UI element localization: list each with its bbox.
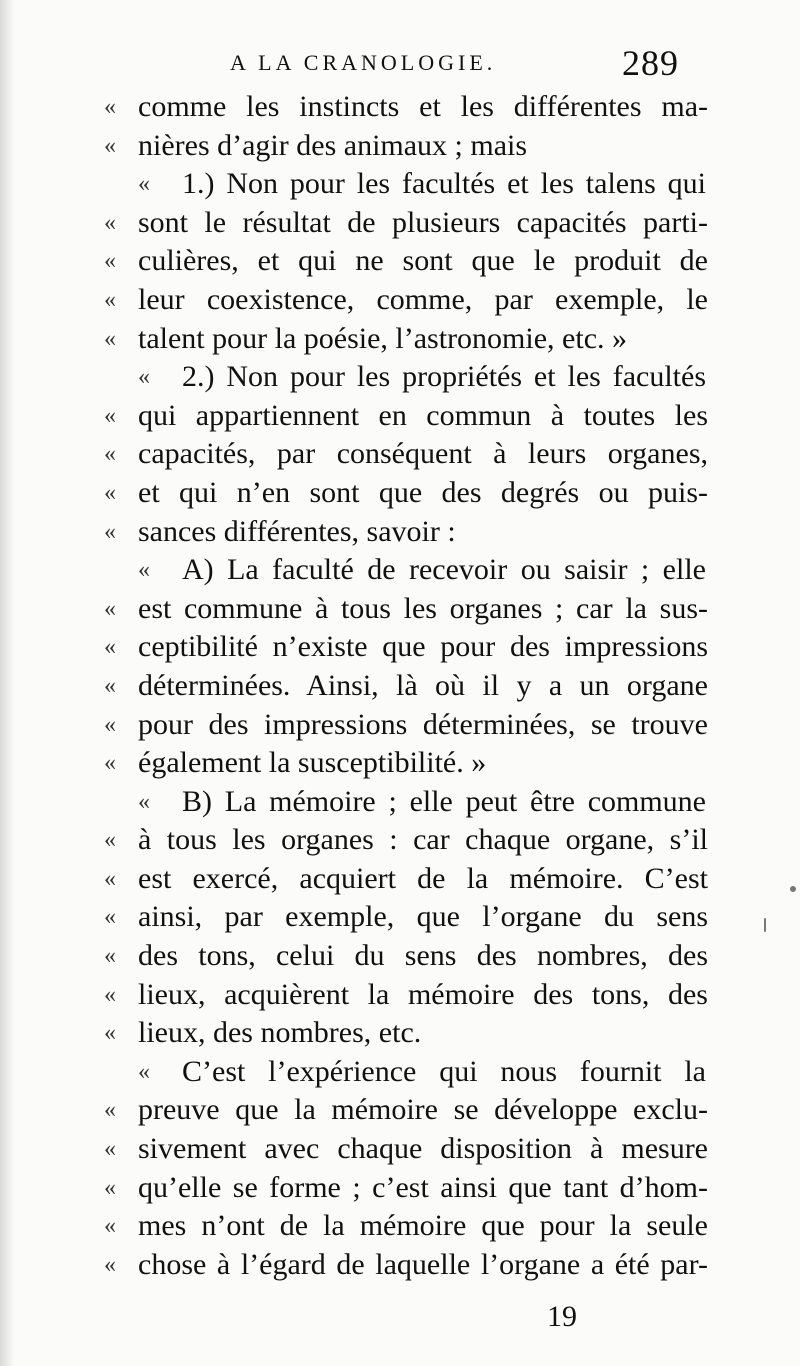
- line-text: et qui n’en sont que des degrés ou puis-: [138, 475, 708, 509]
- line-text: sivement avec chaque disposition à mesure: [138, 1132, 708, 1166]
- quote-mark: «: [104, 518, 116, 545]
- text-line: [0, 898, 800, 937]
- line-text: talent pour la poésie, l’astronomie, etc. »: [138, 321, 628, 355]
- line-text: qu’elle se forme ; c’est ainsi que tant d’hom-: [138, 1170, 708, 1204]
- text-line: [0, 1053, 800, 1092]
- text-line: [0, 1169, 800, 1208]
- quote-mark: «: [138, 788, 150, 815]
- line-text: leur coexistence, comme, par exemple, le: [138, 282, 708, 316]
- text-line: [0, 435, 800, 474]
- line-text: sances différentes, savoir :: [138, 514, 456, 548]
- line-text: qui appartiennent en commun à toutes les: [138, 398, 708, 432]
- text-line: [0, 474, 800, 513]
- line-text: C’est l’expérience qui nous fournit la: [182, 1054, 706, 1088]
- text-line: [0, 860, 800, 899]
- quote-mark: «: [104, 402, 116, 429]
- line-text: ainsi, par exemple, que l’organe du sens: [138, 900, 708, 934]
- line-text: culières, et qui ne sont que le produit de: [138, 244, 708, 278]
- text-line: [0, 281, 800, 320]
- text-line: [0, 706, 800, 745]
- page-header: [0, 43, 800, 90]
- quote-mark: «: [104, 904, 116, 931]
- line-text: déterminées. Ainsi, là où il y a un organe: [138, 668, 708, 702]
- text-line: [0, 242, 800, 281]
- line-text: capacités, par conséquent à leurs organes,: [138, 437, 708, 471]
- text-line: [0, 127, 800, 166]
- line-text: A) La faculté de recevoir ou saisir ; elle: [182, 553, 706, 587]
- quote-mark: «: [138, 557, 150, 584]
- quote-mark: «: [104, 672, 116, 699]
- line-text: nières d’agir des animaux ; mais: [138, 128, 528, 162]
- quote-mark: «: [138, 171, 150, 198]
- text-body: [0, 88, 800, 1284]
- quote-mark: «: [104, 981, 116, 1008]
- quote-mark: «: [104, 595, 116, 622]
- line-text: est commune à tous les organes ; car la sus-: [138, 591, 708, 625]
- quote-mark: «: [104, 943, 116, 970]
- text-line: [0, 976, 800, 1015]
- text-line: [0, 551, 800, 590]
- page-number: 289: [622, 43, 679, 83]
- quote-mark: «: [104, 325, 116, 352]
- quote-mark: «: [104, 1174, 116, 1201]
- quote-mark: «: [104, 1251, 116, 1278]
- text-line: [0, 937, 800, 976]
- quote-mark: «: [104, 1020, 116, 1047]
- quote-mark: «: [104, 1213, 116, 1240]
- line-text: lieux, acquièrent la mémoire des tons, des: [138, 977, 708, 1011]
- quote-mark: «: [104, 209, 116, 236]
- line-text: preuve que la mémoire se développe exclu-: [138, 1093, 708, 1127]
- text-line: [0, 1246, 800, 1285]
- text-line: [0, 397, 800, 436]
- line-text: comme les instincts et les différentes ma-: [138, 90, 708, 123]
- text-line: [0, 744, 800, 783]
- quote-mark: «: [104, 132, 116, 159]
- line-text: pour des impressions déterminées, se trouve: [138, 707, 708, 741]
- quote-mark: «: [138, 1058, 150, 1085]
- ink-speck: [790, 886, 796, 892]
- line-text: ceptibilité n’existe que pour des impressions: [138, 630, 708, 664]
- line-text: chose à l’égard de laquelle l’organe a été par-: [138, 1247, 708, 1281]
- quote-mark: «: [104, 286, 116, 313]
- text-line: [0, 783, 800, 822]
- text-line: [0, 667, 800, 706]
- quote-mark: «: [104, 441, 116, 468]
- text-line: [0, 204, 800, 243]
- quote-mark: «: [104, 479, 116, 506]
- quote-mark: «: [104, 94, 116, 120]
- quote-mark: «: [138, 364, 150, 391]
- signature-mark: 19: [547, 1300, 577, 1333]
- text-line: [0, 590, 800, 629]
- line-text: 2.) Non pour les propriétés et les facultés: [182, 360, 706, 394]
- line-text: B) La mémoire ; elle peut être commune: [182, 784, 706, 818]
- text-line: [0, 320, 800, 359]
- quote-mark: «: [104, 634, 116, 661]
- ink-speck: [764, 918, 766, 932]
- text-line: [0, 1207, 800, 1246]
- line-text: des tons, celui du sens des nombres, des: [138, 939, 708, 973]
- text-line: [0, 821, 800, 860]
- line-text: mes n’ont de la mémoire que pour la seule: [138, 1209, 708, 1243]
- running-head: A LA CRANOLOGIE.: [230, 50, 497, 75]
- quote-mark: «: [104, 865, 116, 892]
- text-line: [0, 513, 800, 552]
- text-line: [0, 88, 800, 127]
- text-line: [0, 358, 800, 397]
- quote-mark: «: [104, 711, 116, 738]
- text-line: [0, 1014, 800, 1053]
- text-line: [0, 1091, 800, 1130]
- quote-mark: «: [104, 248, 116, 275]
- line-text: est exercé, acquiert de la mémoire. C’est: [138, 861, 708, 895]
- line-text: lieux, des nombres, etc.: [138, 1016, 422, 1050]
- line-text: à tous les organes : car chaque organe, s’il: [138, 823, 708, 857]
- line-text: également la susceptibilité. »: [138, 746, 487, 780]
- text-line: [0, 628, 800, 667]
- line-text: 1.) Non pour les facultés et les talens qui: [182, 167, 706, 201]
- text-line: [0, 165, 800, 204]
- text-line: [0, 1130, 800, 1169]
- quote-mark: «: [104, 750, 116, 777]
- quote-mark: «: [104, 1097, 116, 1124]
- quote-mark: «: [104, 827, 116, 854]
- line-text: sont le résultat de plusieurs capacités parti-: [138, 205, 708, 239]
- quote-mark: «: [104, 1136, 116, 1163]
